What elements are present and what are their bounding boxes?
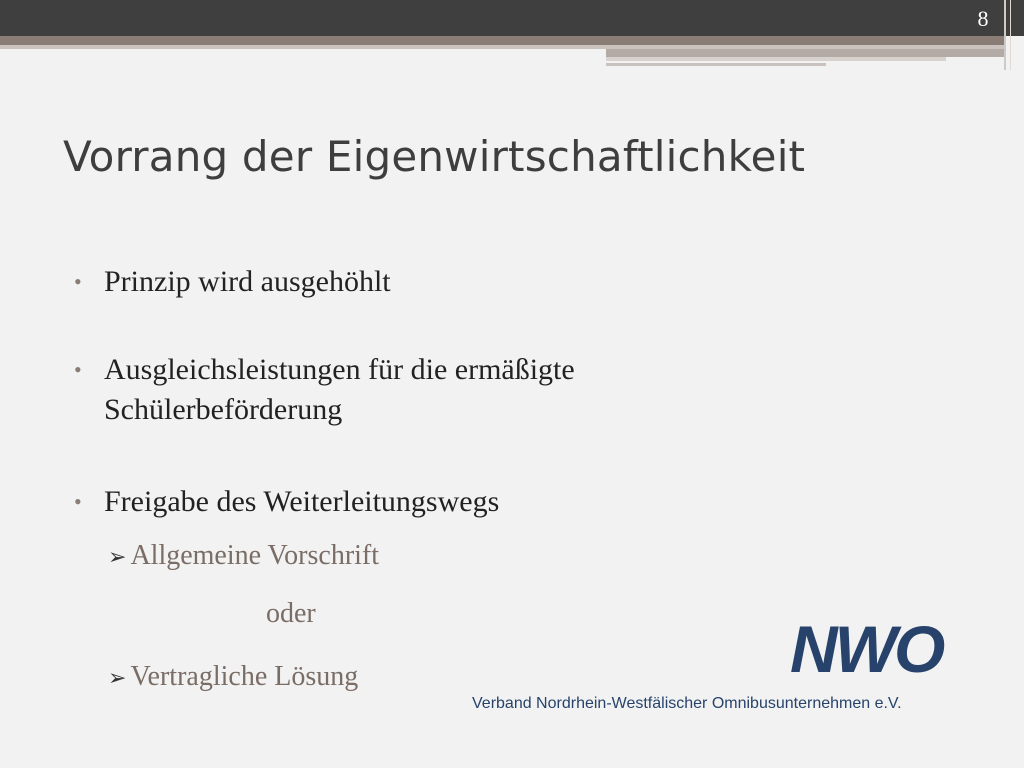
sub-item-text: Vertragliche Lösung bbox=[130, 661, 359, 692]
header-stripe bbox=[0, 36, 1004, 45]
bullet-dot-icon: • bbox=[74, 489, 82, 514]
header-stripe-accent-short bbox=[606, 63, 826, 66]
arrow-bullet-icon: ➢ bbox=[108, 545, 127, 570]
bullet-text-line1: Ausgleichsleistungen für die ermäßigte bbox=[104, 353, 575, 386]
bullet-dot-icon: • bbox=[74, 269, 82, 294]
bullet-dot-icon: • bbox=[74, 357, 82, 382]
sub-item-text: Allgemeine Vorschrift bbox=[130, 540, 380, 571]
sub-item bbox=[108, 538, 379, 576]
bullet-text: Freigabe des Weiterleitungswegs bbox=[104, 485, 500, 518]
slide-title: Vorrang der Eigenwirtschaftlichkeit bbox=[63, 132, 806, 181]
bullet-text-line2: Schülerbeförderung bbox=[104, 393, 343, 426]
connector-text: oder bbox=[266, 598, 316, 629]
page-number: 8 bbox=[977, 6, 989, 31]
bullet-text: Prinzip wird ausgehöhlt bbox=[104, 265, 391, 298]
header-stripe-accent-thin bbox=[606, 57, 946, 61]
arrow-bullet-icon: ➢ bbox=[108, 666, 127, 691]
organization-name: Verband Nordrhein-Westfälischer Omnibusunternehmen e.V. bbox=[472, 695, 902, 712]
top-bar bbox=[0, 0, 1024, 36]
sub-item bbox=[108, 659, 358, 697]
header-stripe-accent bbox=[606, 49, 1004, 57]
nwo-logo: NWO bbox=[790, 612, 943, 686]
header-vertical-line-thin bbox=[1010, 0, 1011, 70]
header-vertical-line bbox=[1004, 0, 1006, 70]
